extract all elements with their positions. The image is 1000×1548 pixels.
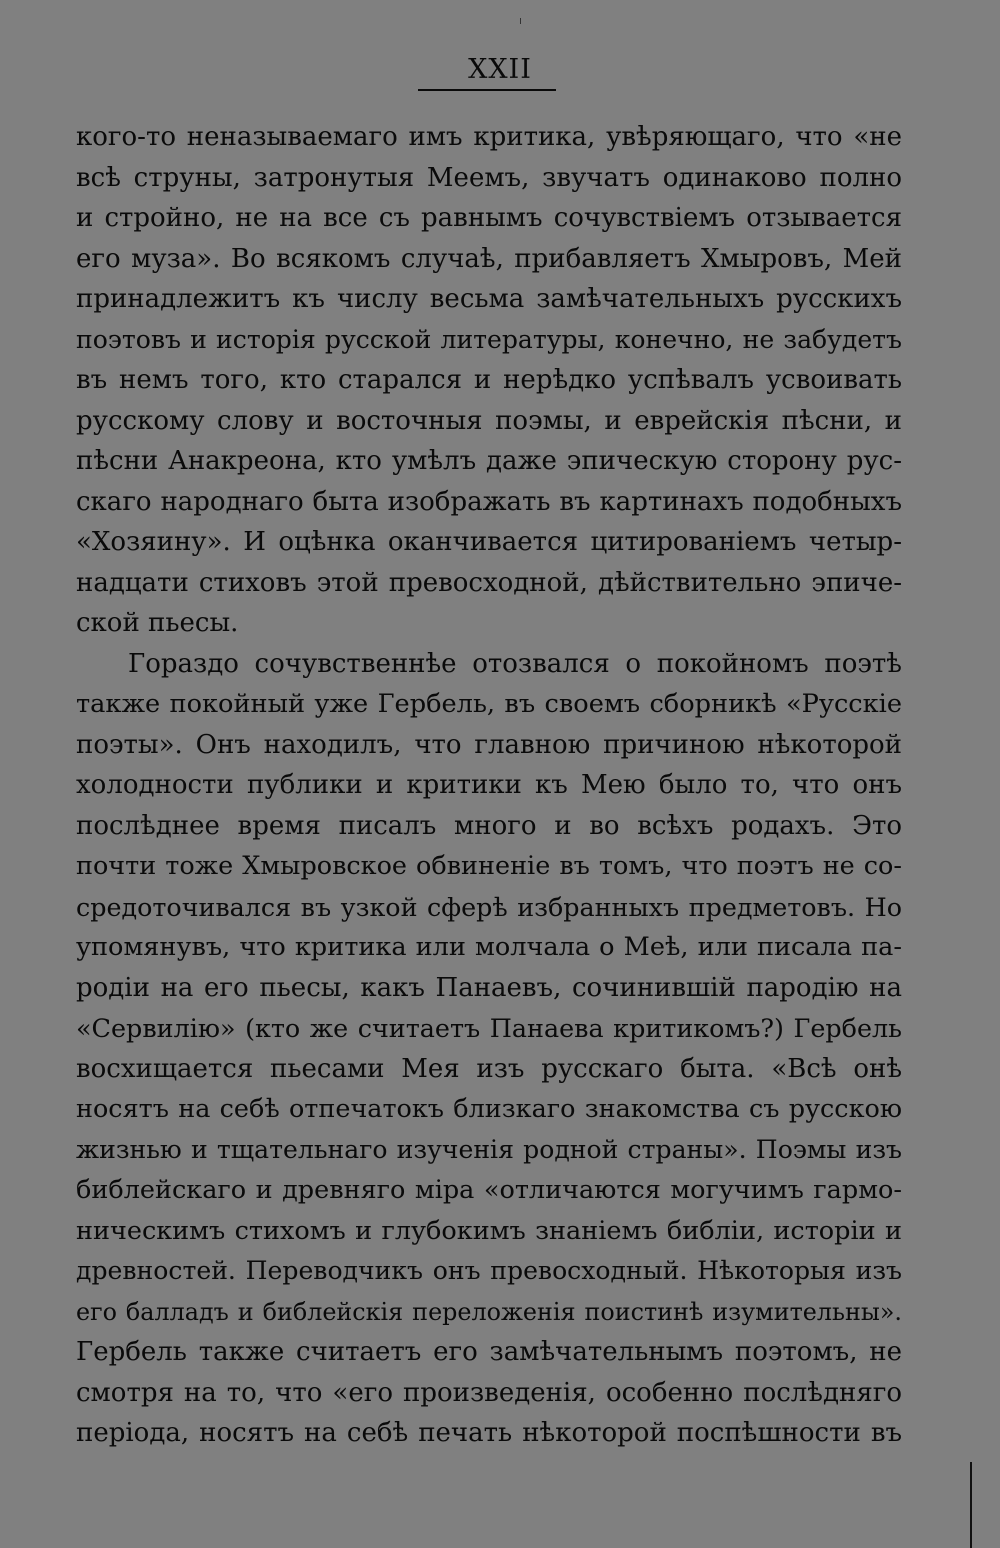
text-line: восхищается пьесами Мея изъ русскаго быта. «Всѣ онѣ	[76, 1053, 902, 1084]
text-line: средоточивался въ узкой сферѣ избранныхъ предметовъ. Но	[76, 891, 902, 922]
text-line: родіи на его пьесы, какъ Панаевъ, сочинившій пародію на	[76, 972, 902, 1003]
text-line: надцати стиховъ этой превосходной, дѣйствительно эпиче-	[76, 567, 902, 598]
text-line: пѣсни Анакреона, кто умѣлъ даже эпическую сторону рус-	[76, 446, 902, 476]
text-line: въ немъ того, кто старался и нерѣдко успѣвалъ усвоивать	[76, 365, 902, 395]
page-number: XXII	[468, 54, 532, 85]
text-line: кого-то неназываемаго имъ критика, увѣряющаго, что «не	[76, 122, 902, 152]
text-line: холодности публики и критики къ Мею было то, что онъ	[76, 770, 902, 800]
text-line: періода, носятъ на себѣ печать нѣкоторой поспѣшности въ	[76, 1418, 902, 1448]
page-edge-mark	[970, 1462, 972, 1548]
paragraph-2	[76, 644, 902, 1454]
text-line: ническимъ стихомъ и глубокимъ знаніемъ библіи, исторіи и	[76, 1215, 902, 1246]
text-line: скаго народнаго быта изображать въ картинахъ подобныхъ	[76, 486, 902, 517]
text-line: Гораздо сочувственнѣе отозвался о покойномъ поэтѣ	[128, 648, 902, 679]
text-line: смотря на то, что «его произведенія, особенно послѣдняго	[76, 1377, 902, 1408]
text-line: поэтовъ и исторія русской литературы, конечно, не забудетъ	[76, 324, 902, 354]
text-line: ской пьесы.	[76, 608, 239, 638]
text-line: и стройно, не на все съ равнымъ сочувствіемъ отзывается	[76, 203, 902, 233]
text-line: его балладъ и библейскія переложенія поистинѣ изумительны».	[76, 1297, 902, 1326]
text-line: русскому слову и восточныя поэмы, и еврейскія пѣсни, и	[76, 405, 902, 436]
text-line: почти тоже Хмыровское обвиненіе въ томъ, что поэтъ не со-	[76, 851, 902, 881]
text-line: носятъ на себѣ отпечатокъ близкаго знакомства съ русскою	[76, 1094, 902, 1124]
body-text	[76, 117, 902, 1454]
text-line: жизнью и тщательнаго изученія родной страны». Поэмы изъ	[76, 1134, 902, 1164]
text-line: «Сервилію» (кто же считаетъ Панаева критикомъ?) Гербель	[76, 1013, 902, 1043]
text-line: всѣ струны, затронутыя Меемъ, звучатъ одинаково полно	[76, 162, 902, 193]
text-line: также покойный уже Гербель, въ своемъ сборникѣ «Русскіе	[76, 689, 902, 719]
text-line: упомянувъ, что критика или молчала о Меѣ, или писала па-	[76, 932, 902, 962]
scan-speck	[520, 18, 521, 24]
text-line: Гербель также считаетъ его замѣчательнымъ поэтомъ, не	[76, 1337, 902, 1367]
text-line: поэты». Онъ находилъ, что главною причиною нѣкоторой	[76, 729, 902, 760]
text-line: библейскаго и древняго міра «отличаются могучимъ гармо-	[76, 1175, 902, 1205]
text-line: древностей. Переводчикъ онъ превосходный. Нѣкоторыя изъ	[76, 1256, 902, 1285]
text-line: «Хозяину». И оцѣнка оканчивается цитированіемъ четыр-	[76, 527, 902, 557]
paragraph-1	[76, 117, 902, 644]
text-line: послѣднее время писалъ много и во всѣхъ родахъ. Это	[76, 810, 902, 841]
header-rule	[418, 89, 556, 91]
text-line: принадлежитъ къ числу весьма замѣчательныхъ русскихъ	[76, 284, 902, 314]
text-line: его муза». Во всякомъ случаѣ, прибавляетъ Хмыровъ, Мей	[76, 243, 902, 274]
